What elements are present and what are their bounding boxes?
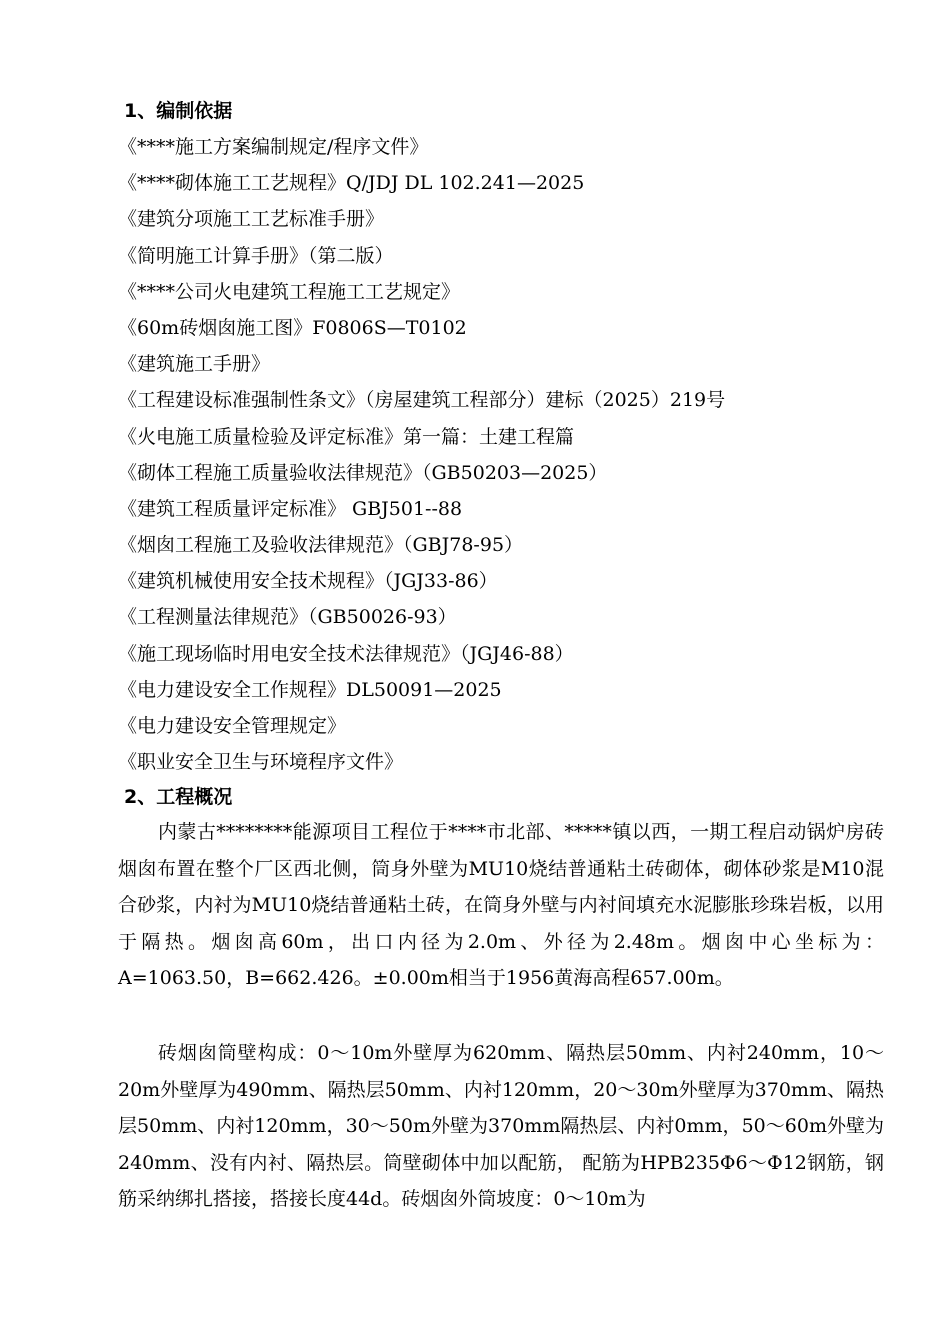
reference-item: 《建筑施工手册》 (118, 353, 271, 376)
reference-item: 《建筑机械使用安全技术规程》（JGJ33-86） (118, 570, 498, 593)
overview-paragraph: 内蒙古********能源项目工程位于****市北部、*****镇以西，一期工程启动锅炉房砖烟囱布置在整个厂区西北侧，筒身外壁为MU10烧结普通粘土砖砌体，砌体砂浆是M10混合砂浆，内衬为MU10烧结普通粘土砖，在筒身外壁与内衬间填充水泥膨胀珍珠岩板，以用于隔热。烟囱高60m，出口内径为2.0m、外径为2.48m。烟囱中心坐标为：A=1063.50，B=662.426。±0.00m相当于1956黄海高程657.00m。 (118, 821, 884, 989)
reference-item: 《砌体工程施工质量验收法律规范》（GB50203—2025） (118, 461, 608, 484)
reference-item: 《简明施工计算手册》（第二版） (118, 244, 394, 267)
reference-item: 《电力建设安全管理规定》 (118, 715, 347, 737)
reference-item: 《60m砖烟囱施工图》F0806S—T0102 (118, 316, 467, 339)
section-heading-basis: 1、编制依据 (124, 100, 233, 122)
reference-item: 《建筑工程质量评定标准》 GBJ501--88 (118, 497, 463, 520)
section-heading-overview: 2、工程概况 (124, 786, 233, 808)
reference-item: 《施工现场临时用电安全技术法律规范》（JGJ46-88） (118, 642, 574, 665)
reference-item: 《****砌体施工工艺规程》Q/JDJ DL 102.241—2025 (118, 172, 585, 195)
reference-item: 《职业安全卫生与环境程序文件》 (118, 751, 404, 774)
reference-item: 《电力建设安全工作规程》DL50091—2025 (118, 678, 502, 701)
reference-item: 《建筑分项施工工艺标准手册》 (118, 208, 385, 231)
reference-item: 《烟囱工程施工及验收法律规范》（GBJ78-95） (118, 534, 524, 557)
reference-item: 《****公司火电建筑工程施工工艺规定》 (118, 280, 461, 303)
reference-item: 《****施工方案编制规定/程序文件》 (118, 136, 429, 158)
reference-item: 《工程测量法律规范》（GB50026-93） (118, 606, 457, 629)
reference-item: 《工程建设标准强制性条文》（房屋建筑工程部分）建标（2025）219号 (118, 389, 726, 412)
wall-structure-paragraph: 砖烟囱筒壁构成：0～10m外壁厚为620mm、隔热层50mm、内衬240mm，10～20m外壁厚为490mm、隔热层50mm、内衬120mm，20～30m外壁厚为370mm、隔热层50mm、内衬120mm，30～50m外壁为370mm隔热层、内衬0mm，50～60m外壁为240mm、没有内衬、隔热层。筒壁砌体中加以配筋， 配筋为HPB235Φ6～Φ12钢筋，钢筋采纳绑扎搭接，搭接长度44d。砖烟囱外筒坡度：0～10m为 (118, 1042, 884, 1210)
reference-item: 《火电施工质量检验及评定标准》第一篇：土建工程篇 (118, 425, 575, 448)
reference-list (118, 134, 725, 785)
